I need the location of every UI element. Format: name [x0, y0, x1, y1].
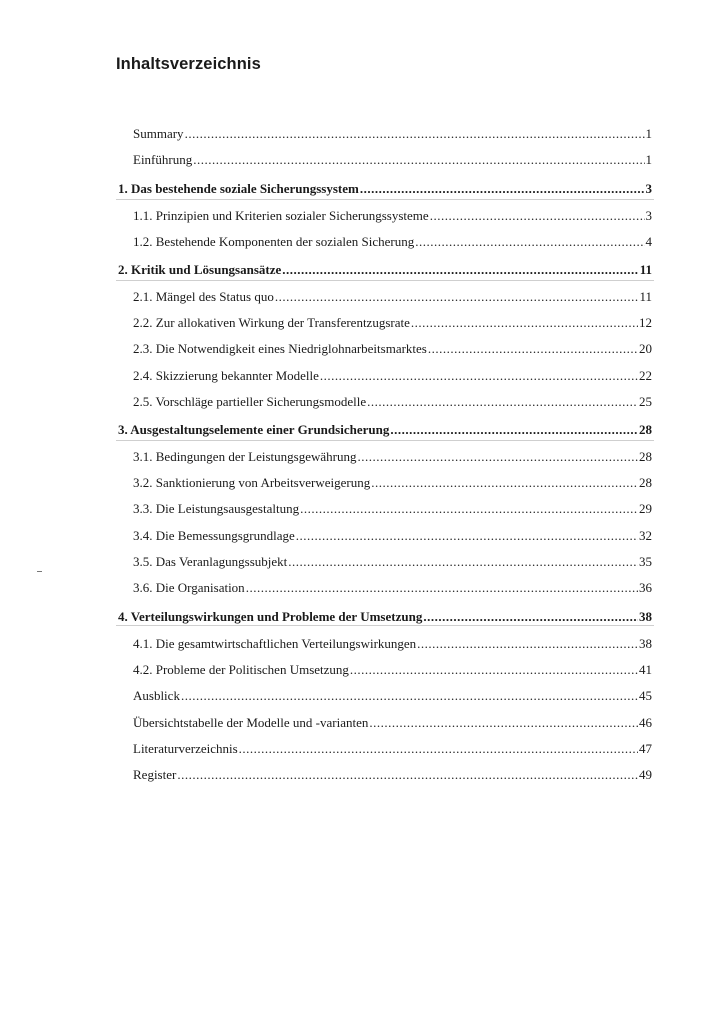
toc-page-number: 47	[639, 741, 652, 756]
dot-leader	[417, 636, 638, 652]
toc-page-number: 38	[639, 609, 652, 624]
toc-page-number: 36	[639, 580, 652, 595]
toc-entry-label: Register	[133, 767, 177, 782]
toc-section-entry	[133, 580, 652, 596]
toc-section-entry	[133, 368, 652, 384]
toc-section-entry	[133, 554, 652, 570]
chapter-divider	[116, 280, 654, 281]
dot-leader	[350, 662, 638, 678]
dot-leader	[185, 126, 645, 142]
toc-entry-label: 3. Ausgestaltungselemente einer Grundsicherung	[118, 422, 390, 437]
toc-page-number: 49	[639, 767, 652, 782]
toc-page-number: 28	[639, 475, 652, 490]
toc-page-number: 35	[639, 554, 652, 569]
toc-entry-label: 1.2. Bestehende Komponenten der sozialen Sicherung	[133, 234, 415, 249]
toc-entry-label: 2.5. Vorschläge partieller Sicherungsmodelle	[133, 394, 367, 409]
dot-leader	[430, 208, 645, 224]
toc-section-entry	[133, 394, 652, 410]
toc-page-number: 4	[645, 234, 652, 249]
toc-section-entry	[133, 341, 652, 357]
toc-page-number: 1	[645, 126, 652, 141]
toc-chapter-entry	[118, 422, 652, 438]
toc-entry-label: 3.6. Die Organisation	[133, 580, 245, 595]
toc-chapter-entry	[118, 262, 652, 278]
page-title: Inhaltsverzeichnis	[116, 55, 261, 73]
toc-section-entry	[133, 126, 652, 142]
dot-leader	[357, 449, 638, 465]
chapter-divider	[116, 625, 654, 626]
dot-leader	[296, 528, 638, 544]
toc-entry-label: 2.4. Skizzierung bekannter Modelle	[133, 368, 319, 383]
toc-entry-label: 4. Verteilungswirkungen und Probleme der Umsetzung	[118, 609, 423, 624]
toc-section-entry	[133, 289, 652, 305]
dot-leader	[371, 475, 638, 491]
toc-section-entry	[133, 234, 652, 250]
dot-leader	[282, 262, 638, 278]
chapter-divider	[116, 440, 654, 441]
toc-entry-label: 2. Kritik und Lösungsansätze	[118, 262, 282, 277]
toc-section-entry	[133, 208, 652, 224]
toc-page-number: 3	[645, 181, 652, 196]
dot-leader	[360, 181, 645, 197]
scan-mark	[37, 571, 42, 572]
dot-leader	[428, 341, 638, 357]
toc-chapter-entry	[118, 609, 652, 625]
toc-section-entry	[133, 636, 652, 652]
toc-entry-label: Literaturverzeichnis	[133, 741, 238, 756]
toc-page-number: 28	[639, 449, 652, 464]
toc-entry-label: Übersichtstabelle der Modelle und -varianten	[133, 715, 369, 730]
toc-page-number: 41	[639, 662, 652, 677]
toc-page-number: 1	[645, 152, 652, 167]
dot-leader	[181, 688, 638, 704]
toc-page-number: 12	[639, 315, 652, 330]
toc-entry-label: 1.1. Prinzipien und Kriterien sozialer Sicherungssysteme	[133, 208, 429, 223]
toc-page-number: 20	[639, 341, 652, 356]
toc-page-number: 22	[639, 368, 652, 383]
dot-leader	[239, 741, 638, 757]
toc-page-number: 38	[639, 636, 652, 651]
chapter-divider	[116, 199, 654, 200]
toc-entry-label: 3.4. Die Bemessungsgrundlage	[133, 528, 295, 543]
toc-entry-label: 3.1. Bedingungen der Leistungsgewährung	[133, 449, 357, 464]
toc-page-number: 28	[639, 422, 652, 437]
toc-page-number: 25	[639, 394, 652, 409]
dot-leader	[367, 394, 638, 410]
toc-page-number: 46	[639, 715, 652, 730]
toc-entry-label: 3.2. Sanktionierung von Arbeitsverweigerung	[133, 475, 371, 490]
toc-entry-label: 1. Das bestehende soziale Sicherungssystem	[118, 181, 359, 196]
toc-entry-label: 4.2. Probleme der Politischen Umsetzung	[133, 662, 349, 677]
toc-section-entry	[133, 715, 652, 731]
toc-entry-label: Summary	[133, 126, 184, 141]
toc-entry-label: 2.2. Zur allokativen Wirkung der Transferentzugsrate	[133, 315, 410, 330]
toc-page-number: 32	[639, 528, 652, 543]
dot-leader	[246, 580, 638, 596]
toc-section-entry	[133, 662, 652, 678]
toc-section-entry	[133, 315, 652, 331]
toc-page-number: 29	[639, 501, 652, 516]
dot-leader	[369, 715, 638, 731]
toc-entry-label: 4.1. Die gesamtwirtschaftlichen Verteilungswirkungen	[133, 636, 417, 651]
toc-entry-label: 3.5. Das Veranlagungssubjekt	[133, 554, 288, 569]
toc-page-number: 11	[639, 262, 652, 277]
dot-leader	[193, 152, 644, 168]
dot-leader	[390, 422, 638, 438]
toc-entry-label: 2.1. Mängel des Status quo	[133, 289, 274, 304]
toc-page-number: 3	[645, 208, 652, 223]
dot-leader	[300, 501, 638, 517]
toc-page-number: 11	[639, 289, 652, 304]
toc-page-number: 45	[639, 688, 652, 703]
toc-section-entry	[133, 475, 652, 491]
dot-leader	[423, 609, 638, 625]
dot-leader	[177, 767, 638, 783]
toc-section-entry	[133, 688, 652, 704]
toc-entry-label: Einführung	[133, 152, 193, 167]
dot-leader	[275, 289, 639, 305]
dot-leader	[411, 315, 638, 331]
toc-entry-label: 2.3. Die Notwendigkeit eines Niedriglohnarbeitsmarktes	[133, 341, 427, 356]
toc-entry-label: Ausblick	[133, 688, 180, 703]
toc-section-entry	[133, 152, 652, 168]
toc-entry-label: 3.3. Die Leistungsausgestaltung	[133, 501, 300, 516]
dot-leader	[415, 234, 644, 250]
toc-section-entry	[133, 501, 652, 517]
dot-leader	[288, 554, 638, 570]
toc-chapter-entry	[118, 181, 652, 197]
toc-section-entry	[133, 741, 652, 757]
toc-section-entry	[133, 767, 652, 783]
dot-leader	[320, 368, 638, 384]
toc-section-entry	[133, 528, 652, 544]
toc-section-entry	[133, 449, 652, 465]
